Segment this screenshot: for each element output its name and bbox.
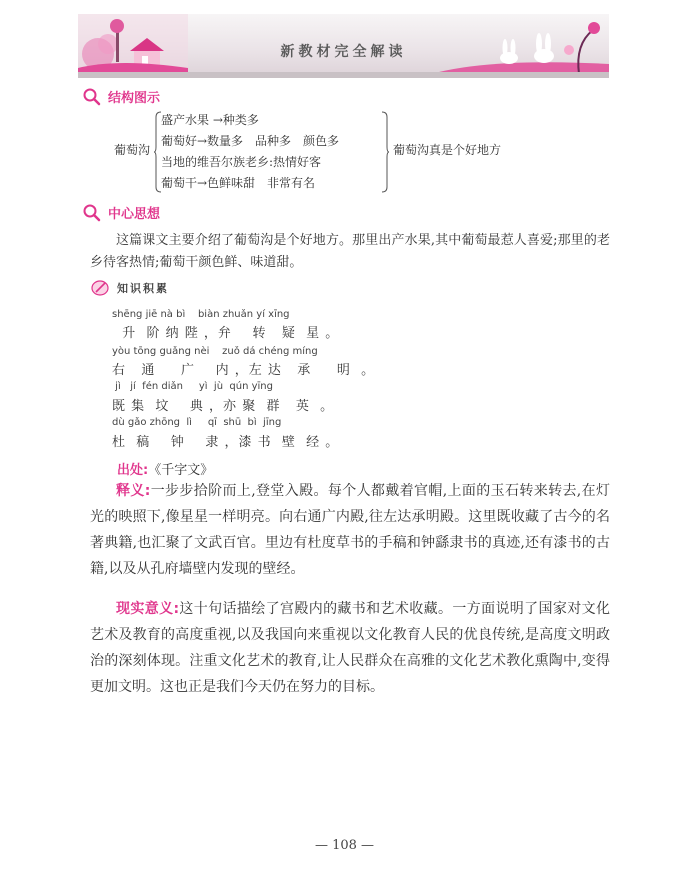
verse-pinyin: shēng jiē nà bì biàn zhuǎn yí xīng bbox=[112, 309, 290, 320]
meaning-text: 这十句话描绘了宫殿内的藏书和艺术收藏。一方面说明了国家对文化艺术及教育的高度重视,以及我国向来重视以文化教育人民的优良传统,是高度文明政治的深刻体现。注重文化艺术的教育,让人民群众在高雅的文化艺术教化熏陶中,变得更加文明。这也正是我们今天仍在努力的目标。 bbox=[90, 601, 610, 695]
verse-pinyin: jì jí fén diǎn yì jù qún yīng bbox=[112, 381, 273, 392]
source-value: 《千字文》 bbox=[148, 463, 214, 478]
verse-hanzi: 右 通 广 内 ，左 达 承 明 。 bbox=[112, 363, 376, 378]
explain-label: 释义: bbox=[116, 483, 151, 499]
verse-pinyin: dù gǎo zhōng lì qī shū bì jīng bbox=[112, 417, 282, 428]
verse-hanzi: 杜 稿 钟 隶 ，漆 书 壁 经 。 bbox=[112, 435, 340, 450]
structure-line: 葡萄好→数量多 品种多 颜色多 bbox=[161, 134, 340, 148]
magnifier-icon bbox=[82, 88, 104, 106]
verse-hanzi: 既 集 坟 典 ，亦 聚 群 英 。 bbox=[112, 399, 335, 414]
explain-paragraph bbox=[90, 478, 610, 582]
verse-hanzi: 升 阶 纳 陛 ，弁 转 疑 星 。 bbox=[112, 326, 340, 341]
pen-circle-icon bbox=[91, 279, 111, 297]
knowledge-heading bbox=[91, 279, 169, 297]
central-heading-text: 中心思想 bbox=[108, 207, 161, 222]
right-brace-icon bbox=[381, 111, 389, 193]
meaning-label: 现实意义: bbox=[116, 601, 180, 617]
magnifier-icon bbox=[82, 204, 104, 222]
source-label: 出处: bbox=[117, 463, 149, 478]
structure-line: 盛产水果 →种类多 bbox=[161, 113, 259, 127]
structure-line: 葡萄干→色鲜味甜 非常有名 bbox=[161, 176, 316, 190]
structure-root: 葡萄沟 bbox=[114, 143, 151, 157]
explain-text: 一步步拾阶而上,登堂入殿。每个人都戴着官帽,上面的玉石转来转去,在灯光的映照下,像星星一样明亮。向右通广内殿,往左达承明殿。这里既收藏了古今的名著典籍,也汇聚了文武百官。里边有杜度草书的手稿和钟繇隶书的真迹,还有漆书的古籍,以及从孔府墙壁内发现的壁经。 bbox=[90, 483, 610, 577]
verse-pinyin: yòu tōng guǎng nèi zuǒ dá chéng míng bbox=[112, 346, 318, 357]
source-line bbox=[117, 459, 213, 478]
structure-heading bbox=[82, 87, 160, 106]
central-paragraph: 这篇课文主要介绍了葡萄沟是个好地方。那里出产水果,其中葡萄最惹人喜爱;那里的老乡待客热情;葡萄干颜色鲜、味道甜。 bbox=[90, 233, 610, 270]
central-heading bbox=[82, 203, 160, 222]
header-title: 新教材完全解读 bbox=[280, 44, 407, 60]
knowledge-heading-text: 知识积累 bbox=[117, 282, 169, 295]
page-header bbox=[78, 14, 609, 78]
structure-result: 葡萄沟真是个好地方 bbox=[393, 143, 502, 157]
page-number: — 108 — bbox=[314, 838, 375, 853]
structure-heading-text: 结构图示 bbox=[108, 91, 161, 106]
meaning-paragraph bbox=[90, 596, 610, 700]
header-band bbox=[78, 72, 609, 78]
structure-line: 当地的维吾尔族老乡:热情好客 bbox=[161, 155, 322, 169]
